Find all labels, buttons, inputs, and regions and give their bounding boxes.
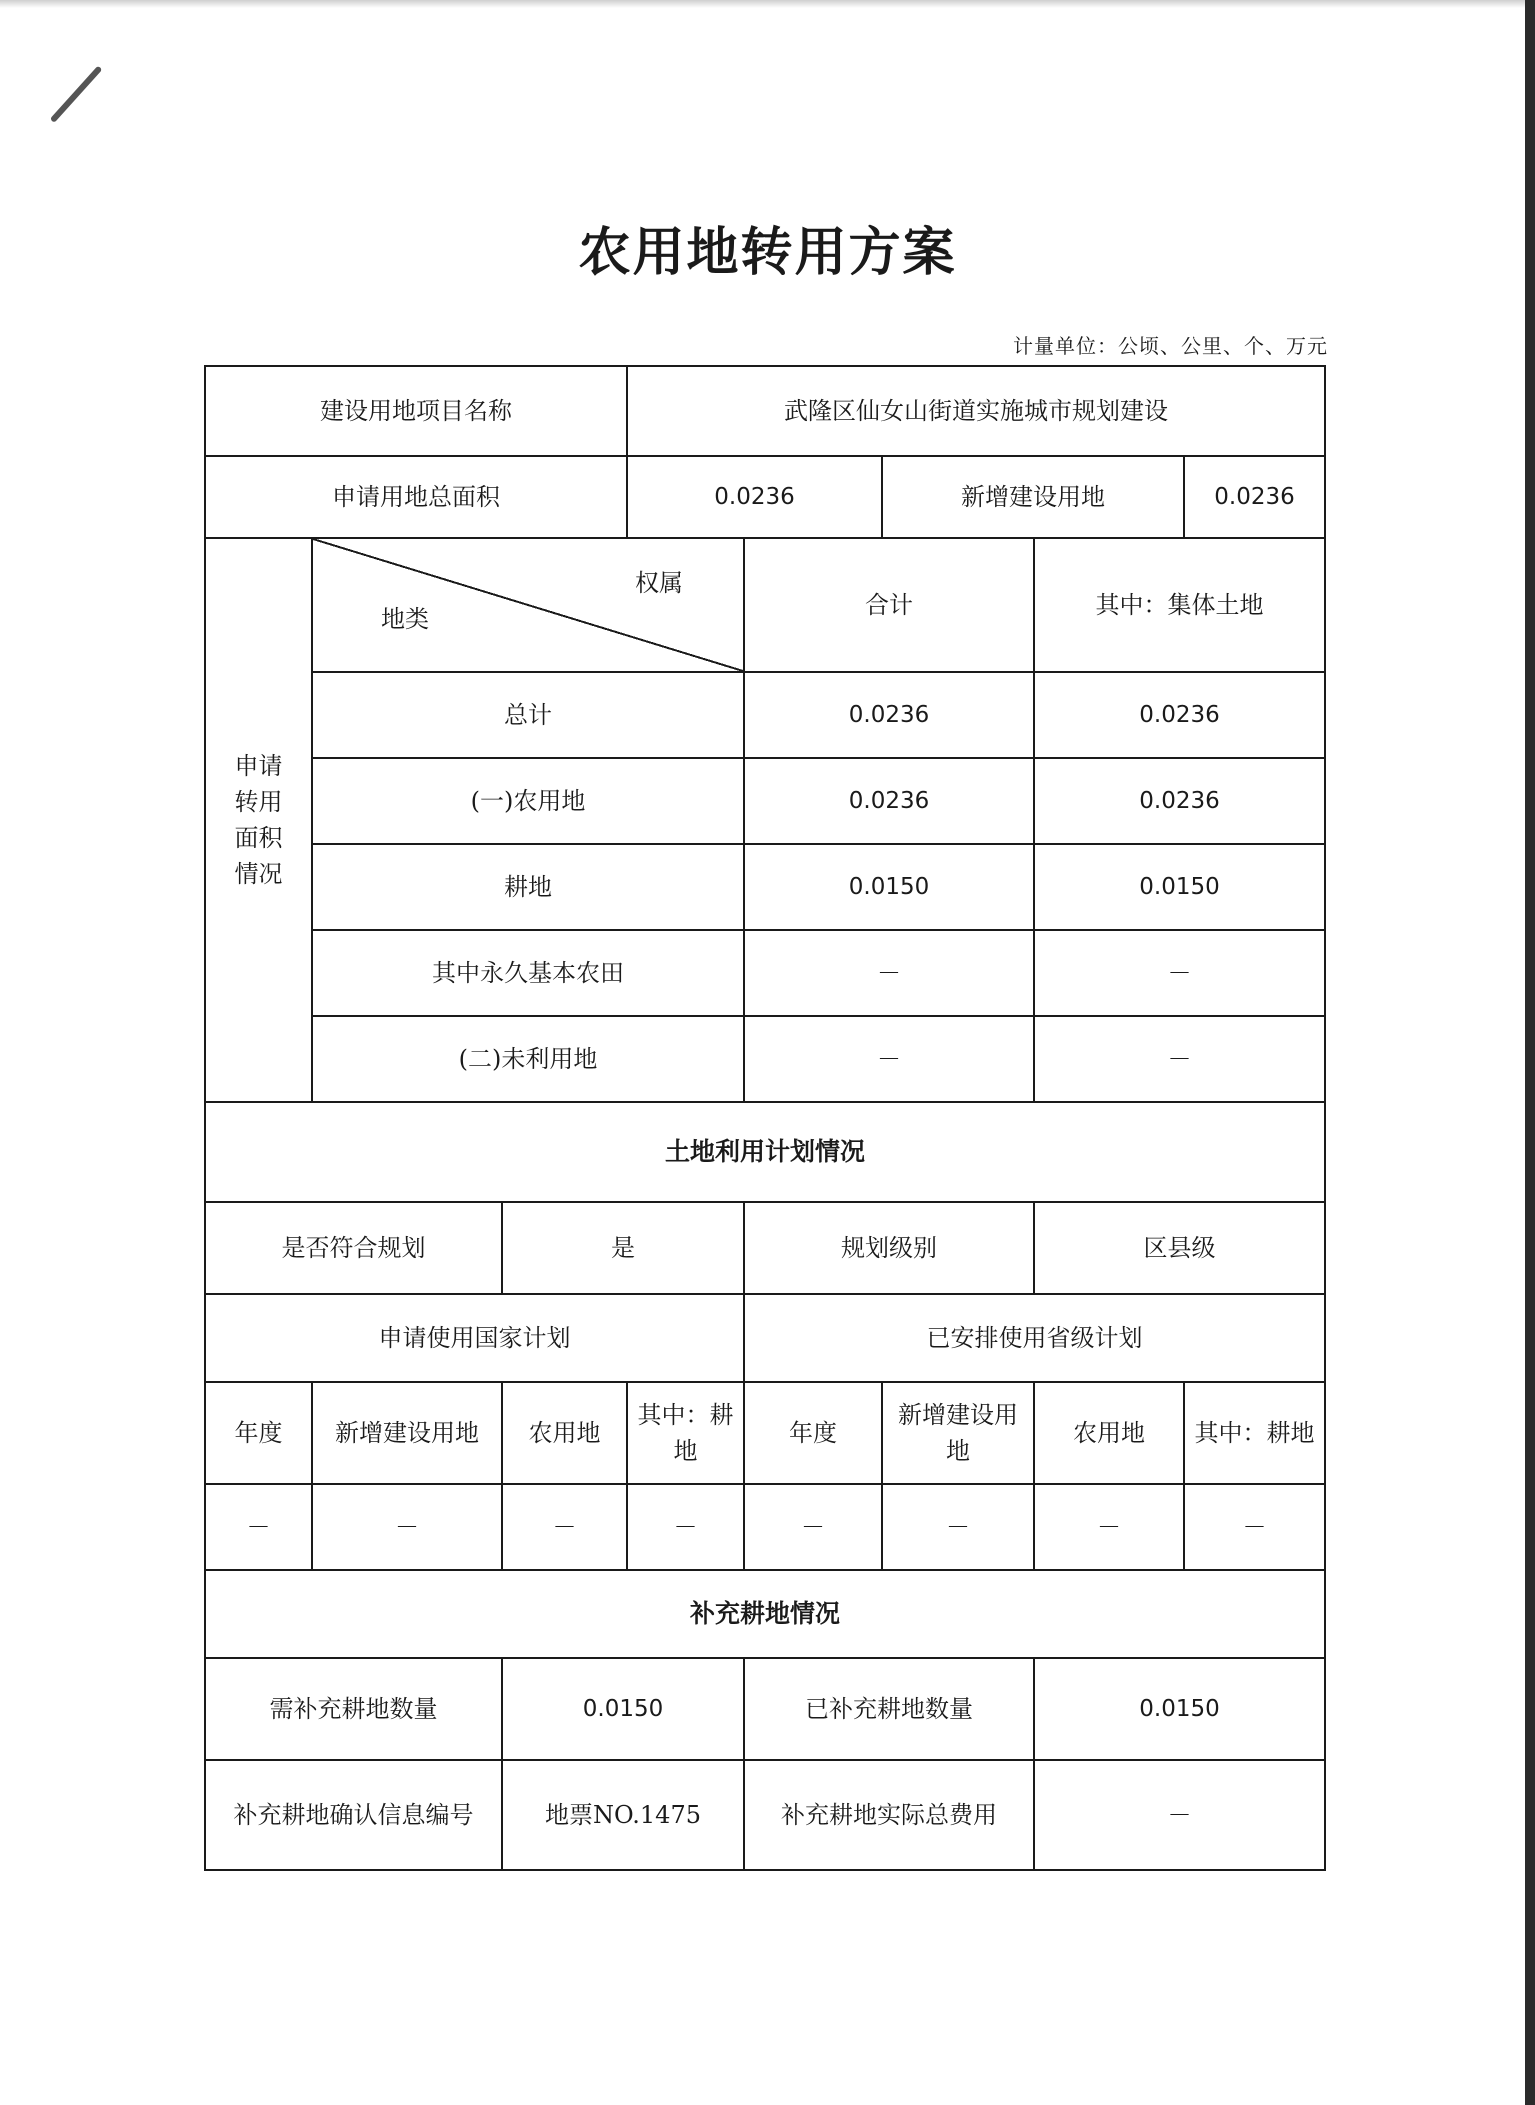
compliance-row	[205, 1202, 1325, 1294]
supplement-section-row	[205, 1570, 1325, 1658]
conversion-row-collective: 0.0236	[1034, 758, 1325, 844]
plan-subheader: 年度	[205, 1382, 312, 1484]
plan-subheader: 农用地	[1034, 1382, 1184, 1484]
conversion-row	[205, 758, 1325, 844]
plan-subheader: 其中：耕地	[627, 1382, 744, 1484]
done-supplement-value: 0.0150	[1034, 1658, 1325, 1760]
conversion-row-label: (一)农用地	[312, 758, 744, 844]
confirm-number-label: 补充耕地确认信息编号	[205, 1760, 502, 1870]
plan-subheader: 年度	[744, 1382, 882, 1484]
conversion-row	[205, 1016, 1325, 1102]
col-collective-header: 其中：集体土地	[1034, 538, 1325, 672]
plan-value: －	[882, 1484, 1034, 1570]
plan-value: －	[1034, 1484, 1184, 1570]
plan-value: －	[502, 1484, 627, 1570]
pen-mark	[50, 65, 103, 123]
conversion-row-total: 0.0236	[744, 758, 1034, 844]
plan-section-title: 土地利用计划情况	[205, 1102, 1325, 1202]
conversion-row-label: 耕地	[312, 844, 744, 930]
conversion-row-label: (二)未利用地	[312, 1016, 744, 1102]
done-supplement-label: 已补充耕地数量	[744, 1658, 1034, 1760]
plan-level-label: 规划级别	[744, 1202, 1034, 1294]
compliance-label: 是否符合规划	[205, 1202, 502, 1294]
conversion-side-label	[205, 538, 312, 1102]
landtype-header: 地类	[381, 605, 429, 633]
conversion-row	[205, 844, 1325, 930]
plan-value: －	[205, 1484, 312, 1570]
plan-value: －	[627, 1484, 744, 1570]
plan-value: －	[312, 1484, 502, 1570]
actual-cost-value: －	[1034, 1760, 1325, 1870]
project-name-label: 建设用地项目名称	[205, 366, 627, 456]
plan-subheader: 其中：耕地	[1184, 1382, 1325, 1484]
new-construction-value: 0.0236	[1184, 456, 1325, 538]
plan-type-row	[205, 1294, 1325, 1382]
plan-value: －	[1184, 1484, 1325, 1570]
compliance-value: 是	[502, 1202, 744, 1294]
conversion-row-collective: －	[1034, 1016, 1325, 1102]
conversion-side-label-text: 申请转用面积情况	[234, 752, 283, 888]
conversion-row	[205, 672, 1325, 758]
conversion-row-total: －	[744, 1016, 1034, 1102]
document-title: 农用地转用方案	[578, 222, 957, 283]
conversion-row	[205, 930, 1325, 1016]
conversion-row-collective: 0.0150	[1034, 844, 1325, 930]
plan-level-value: 区县级	[1034, 1202, 1325, 1294]
conversion-row-total: 0.0236	[744, 672, 1034, 758]
plan-subheader: 新增建设用地	[312, 1382, 502, 1484]
supplement-quantity-row	[205, 1658, 1325, 1760]
plan-subheader: 新增建设用地	[882, 1382, 1034, 1484]
conversion-header-row	[205, 538, 1325, 672]
supplement-confirm-row	[205, 1760, 1325, 1870]
supplement-section-title: 补充耕地情况	[205, 1570, 1325, 1658]
scan-border-top	[0, 0, 1535, 8]
ownership-header: 权属	[635, 569, 684, 597]
plan-section-row	[205, 1102, 1325, 1202]
project-name-row	[205, 366, 1325, 456]
provincial-plan-header: 已安排使用省级计划	[744, 1294, 1325, 1382]
plan-subheader-row	[205, 1382, 1325, 1484]
unit-note: 计量单位：公顷、公里、个、万元	[1013, 334, 1328, 358]
scan-border-right	[1525, 0, 1535, 2105]
conversion-row-total: －	[744, 930, 1034, 1016]
plan-subheader: 农用地	[502, 1382, 627, 1484]
confirm-number-value: 地票NO.1475	[502, 1760, 744, 1870]
conversion-row-total: 0.0150	[744, 844, 1034, 930]
national-plan-header: 申请使用国家计划	[205, 1294, 744, 1382]
total-area-value: 0.0236	[627, 456, 882, 538]
total-area-row	[205, 456, 1325, 538]
total-area-label: 申请用地总面积	[205, 456, 627, 538]
conversion-row-collective: －	[1034, 930, 1325, 1016]
plan-value: －	[744, 1484, 882, 1570]
conversion-row-collective: 0.0236	[1034, 672, 1325, 758]
col-total-header: 合计	[744, 538, 1034, 672]
new-construction-label: 新增建设用地	[882, 456, 1184, 538]
need-supplement-label: 需补充耕地数量	[205, 1658, 502, 1760]
plan-values-row	[205, 1484, 1325, 1570]
project-name-value: 武隆区仙女山街道实施城市规划建设	[627, 366, 1325, 456]
conversion-row-label: 总计	[312, 672, 744, 758]
actual-cost-label: 补充耕地实际总费用	[744, 1760, 1034, 1870]
diagonal-header-cell	[312, 538, 744, 672]
land-conversion-table	[204, 365, 1326, 1871]
conversion-row-label: 其中永久基本农田	[312, 930, 744, 1016]
need-supplement-value: 0.0150	[502, 1658, 744, 1760]
